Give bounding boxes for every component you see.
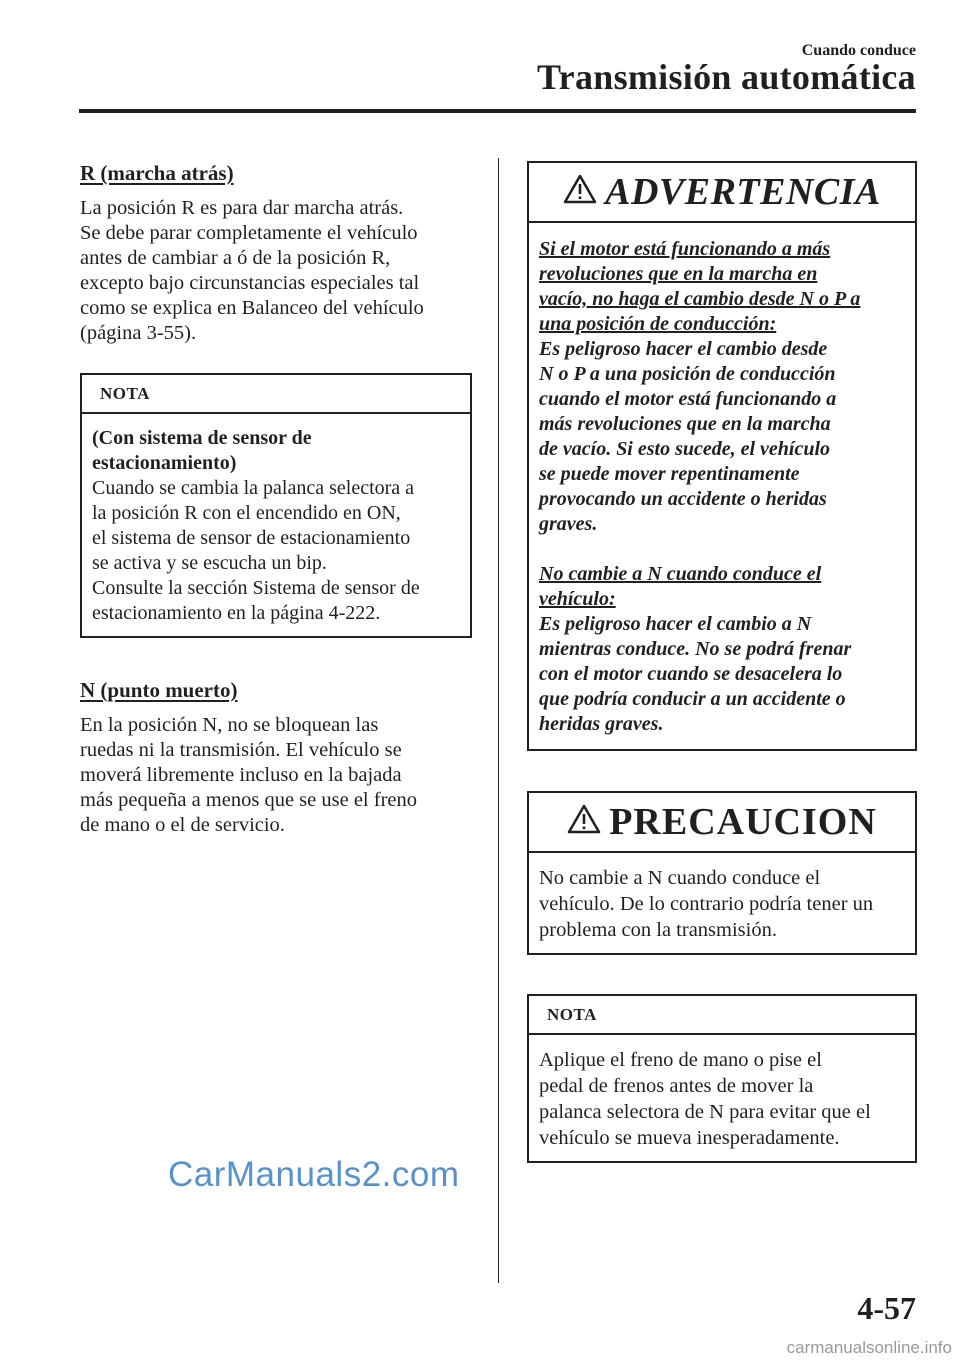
text-line: pedal de frenos antes de mover la bbox=[539, 1075, 814, 1097]
text-line: el sistema de sensor de estacionamiento bbox=[92, 527, 411, 549]
warning-text-line: Es peligroso hacer el cambio desde bbox=[539, 338, 828, 360]
note-box-parking-brake bbox=[527, 994, 917, 1163]
warning-text-line: mientras conduce. No se podrá frenar bbox=[539, 638, 852, 660]
text-line: (página 3-55). bbox=[80, 322, 197, 344]
spacer bbox=[539, 537, 905, 562]
warning-text-line: de vacío. Si esto sucede, el vehículo bbox=[539, 438, 831, 460]
warning-text-line: provocando un accidente o heridas bbox=[539, 488, 827, 510]
text-line: Consulte la sección Sistema de sensor de bbox=[92, 577, 420, 599]
note-label: NOTA bbox=[82, 375, 470, 414]
column-divider bbox=[498, 158, 499, 1283]
header-rule bbox=[79, 109, 916, 113]
warning-title-line: No cambie a N cuando conduce el bbox=[539, 563, 822, 585]
text-line: antes de cambiar a ó de la posición R, bbox=[80, 247, 391, 269]
section-heading-n: N (punto muerto) bbox=[80, 678, 238, 702]
section-heading-r: R (marcha atrás) bbox=[80, 161, 234, 185]
text-line: Se debe parar completamente el vehículo bbox=[80, 222, 418, 244]
caution-body bbox=[529, 853, 915, 953]
warning-triangle-icon bbox=[567, 800, 601, 844]
text-line: Aplique el freno de mano o pise el bbox=[539, 1049, 822, 1071]
text-line: de mano o el de servicio. bbox=[80, 814, 285, 836]
warning-title-line: vehículo: bbox=[539, 588, 616, 610]
warning-body bbox=[529, 223, 915, 749]
warning-title-line: Si el motor está funcionando a más bbox=[539, 238, 831, 260]
warning-title-line: vacío, no haga el cambio desde N o P a bbox=[539, 288, 861, 310]
caution-header bbox=[529, 793, 915, 853]
warning-title-line: revoluciones que en la marcha en bbox=[539, 263, 818, 285]
warning-label: ADVERTENCIA bbox=[605, 171, 881, 213]
text-line: No cambie a N cuando conduce el bbox=[539, 867, 821, 889]
page-header-title: Transmisión automática bbox=[537, 57, 916, 97]
caution-box bbox=[527, 791, 917, 955]
text-line: La posición R es para dar marcha atrás. bbox=[80, 197, 404, 219]
warning-text-line: más revoluciones que en la marcha bbox=[539, 413, 831, 435]
text-line: vehículo. De lo contrario podría tener un bbox=[539, 893, 874, 915]
warning-text-line: Es peligroso hacer el cambio a N bbox=[539, 613, 812, 635]
text-line: excepto bajo circunstancias especiales tal bbox=[80, 272, 420, 294]
warning-text-line: cuando el motor está funcionando a bbox=[539, 388, 837, 410]
note-label: NOTA bbox=[529, 996, 915, 1035]
note-body bbox=[529, 1035, 915, 1161]
warning-title-line: una posición de conducción: bbox=[539, 313, 777, 335]
note-subtitle: (Con sistema de sensor de bbox=[92, 427, 312, 449]
note-box-parking-sensor bbox=[80, 373, 472, 638]
warning-box bbox=[527, 161, 917, 751]
left-column bbox=[80, 158, 472, 838]
right-column bbox=[527, 161, 917, 1163]
text-line: palanca selectora de N para evitar que el bbox=[539, 1101, 871, 1123]
text-line: la posición R con el encendido en ON, bbox=[92, 502, 401, 524]
text-line: estacionamiento en la página 4-222. bbox=[92, 602, 381, 624]
text-line: ruedas ni la transmisión. El vehículo se bbox=[80, 739, 402, 761]
page-number: 4-57 bbox=[857, 1290, 916, 1326]
text-line: moverá libremente incluso en la bajada bbox=[80, 764, 402, 786]
page-header-chapter: Cuando conduce bbox=[801, 42, 916, 59]
note-body bbox=[82, 414, 470, 636]
warning-text-line: que podría conducir a un accidente o bbox=[539, 688, 846, 710]
paragraph-r bbox=[80, 196, 472, 346]
warning-text-line: con el motor cuando se desacelera lo bbox=[539, 663, 843, 685]
warning-header bbox=[529, 163, 915, 223]
warning-text-line: N o P a una posición de conducción bbox=[539, 363, 836, 385]
watermark: CarManuals2.com bbox=[168, 1155, 460, 1194]
text-line: problema con la transmisión. bbox=[539, 919, 777, 941]
text-line: como se explica en Balanceo del vehículo bbox=[80, 297, 424, 319]
text-line: se activa y se escucha un bip. bbox=[92, 552, 327, 574]
text-line: En la posición N, no se bloquean las bbox=[80, 714, 379, 736]
warning-text-line: heridas graves. bbox=[539, 713, 664, 735]
note-subtitle: estacionamiento) bbox=[92, 452, 237, 474]
text-line: más pequeña a menos que se use el freno bbox=[80, 789, 417, 811]
warning-text-line: graves. bbox=[539, 513, 598, 535]
paragraph-n bbox=[80, 713, 472, 838]
footer-url: carmanualsonline.info bbox=[786, 1338, 952, 1357]
text-line: Cuando se cambia la palanca selectora a bbox=[92, 477, 415, 499]
caution-label: PRECAUCION bbox=[609, 801, 877, 843]
warning-text-line: se puede mover repentinamente bbox=[539, 463, 800, 485]
text-line: vehículo se mueva inesperadamente. bbox=[539, 1127, 840, 1149]
warning-triangle-icon bbox=[563, 170, 597, 214]
